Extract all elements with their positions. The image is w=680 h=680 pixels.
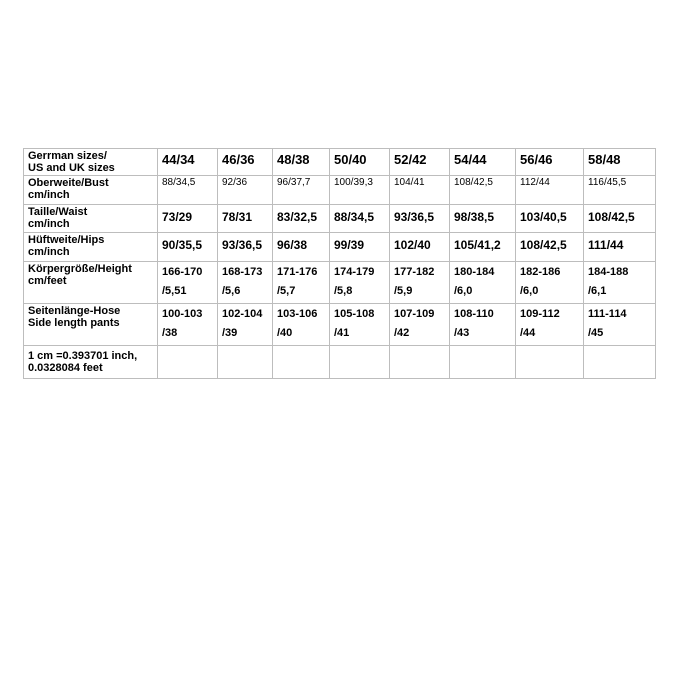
table-cell: 98/38,5 xyxy=(450,205,516,233)
size-column-header: 48/38 xyxy=(273,149,330,176)
table-cell xyxy=(584,262,656,304)
row-label-line: Seitenlänge-Hose xyxy=(28,305,121,317)
table-cell: 116/45,5 xyxy=(584,176,656,205)
cell-line: /42 xyxy=(394,327,410,339)
cell-line: 174-179 xyxy=(334,266,375,278)
empty-cell xyxy=(218,346,273,379)
cell-line: /5,8 xyxy=(334,285,353,297)
table-cell xyxy=(390,262,450,304)
size-column-header: 52/42 xyxy=(390,149,450,176)
size-column-header: 46/36 xyxy=(218,149,273,176)
empty-cell xyxy=(330,346,390,379)
conversion-note xyxy=(24,346,158,379)
table-cell: 112/44 xyxy=(516,176,584,205)
cell-line: 182-186 xyxy=(520,266,561,278)
footer-row xyxy=(24,346,656,379)
cell-line: 100-103 xyxy=(162,308,203,320)
cell-line: 166-170 xyxy=(162,266,203,278)
cell-line: /45 xyxy=(588,327,604,339)
row-label xyxy=(24,233,158,262)
table-cell: 90/35,5 xyxy=(158,233,218,262)
row-label xyxy=(24,205,158,233)
table-cell xyxy=(273,304,330,346)
row-label-line: Gerrman sizes/ xyxy=(28,150,107,162)
cell-line: /6,1 xyxy=(588,285,607,297)
table-cell: 96/37,7 xyxy=(273,176,330,205)
cell-line: /43 xyxy=(454,327,470,339)
size-column-header: 50/40 xyxy=(330,149,390,176)
table-cell xyxy=(158,304,218,346)
cell-line: /44 xyxy=(520,327,536,339)
table-cell: 99/39 xyxy=(330,233,390,262)
empty-cell xyxy=(516,346,584,379)
table-cell xyxy=(390,304,450,346)
row-label-line: cm/inch xyxy=(28,189,70,201)
row-label-line: 1 cm =0.393701 inch, xyxy=(28,350,138,362)
table-cell: 108/42,5 xyxy=(516,233,584,262)
empty-cell xyxy=(158,346,218,379)
table-cell: 104/41 xyxy=(390,176,450,205)
table-row xyxy=(24,304,656,346)
row-label-line: Taille/Waist xyxy=(28,206,88,218)
size-column-header: 58/48 xyxy=(584,149,656,176)
cell-line: 171-176 xyxy=(277,266,318,278)
cell-line: /40 xyxy=(277,327,293,339)
table-cell xyxy=(273,262,330,304)
cell-line: /5,9 xyxy=(394,285,413,297)
cell-line: 168-173 xyxy=(222,266,263,278)
cell-line: 103-106 xyxy=(277,308,318,320)
cell-line: /38 xyxy=(162,327,178,339)
table-cell xyxy=(450,262,516,304)
empty-cell xyxy=(273,346,330,379)
cell-line: 105-108 xyxy=(334,308,375,320)
table-cell: 108/42,5 xyxy=(584,205,656,233)
table-cell xyxy=(584,304,656,346)
table-cell: 105/41,2 xyxy=(450,233,516,262)
row-label xyxy=(24,176,158,205)
row-label-line: 0.0328084 feet xyxy=(28,362,103,374)
table-cell xyxy=(218,262,273,304)
table-cell: 78/31 xyxy=(218,205,273,233)
empty-cell xyxy=(450,346,516,379)
table-cell xyxy=(450,304,516,346)
row-label-line: cm/feet xyxy=(28,275,67,287)
empty-cell xyxy=(390,346,450,379)
cell-line: 111-114 xyxy=(588,308,627,320)
size-chart-table xyxy=(23,148,656,379)
table-cell xyxy=(218,304,273,346)
table-cell: 100/39,3 xyxy=(330,176,390,205)
cell-line: /6,0 xyxy=(454,285,473,297)
cell-line: 102-104 xyxy=(222,308,263,320)
table-cell: 111/44 xyxy=(584,233,656,262)
table-cell: 92/36 xyxy=(218,176,273,205)
table-cell: 83/32,5 xyxy=(273,205,330,233)
cell-line: 180-184 xyxy=(454,266,495,278)
cell-line: 108-110 xyxy=(454,308,494,320)
cell-line: /5,51 xyxy=(162,285,187,297)
cell-line: /5,6 xyxy=(222,285,241,297)
row-label xyxy=(24,262,158,304)
row-label-line: cm/inch xyxy=(28,246,70,258)
row-label-line: Körpergröße/Height xyxy=(28,263,132,275)
row-label-line: Side length pants xyxy=(28,317,120,329)
cell-line: /41 xyxy=(334,327,350,339)
table-cell: 93/36,5 xyxy=(218,233,273,262)
size-column-header: 56/46 xyxy=(516,149,584,176)
cell-line: /5,7 xyxy=(277,285,296,297)
table-cell: 103/40,5 xyxy=(516,205,584,233)
table-cell: 73/29 xyxy=(158,205,218,233)
table-cell: 96/38 xyxy=(273,233,330,262)
cell-line: 177-182 xyxy=(394,266,435,278)
table-cell: 93/36,5 xyxy=(390,205,450,233)
row-label-line: US and UK sizes xyxy=(28,162,115,174)
row-label-line: Oberweite/Bust xyxy=(28,177,109,189)
row-label xyxy=(24,149,158,176)
table-cell: 108/42,5 xyxy=(450,176,516,205)
table-row xyxy=(24,176,656,205)
table-cell xyxy=(158,262,218,304)
table-row xyxy=(24,233,656,262)
cell-line: /39 xyxy=(222,327,238,339)
cell-line: /6,0 xyxy=(520,285,539,297)
row-label-line: Hüftweite/Hips xyxy=(28,234,105,246)
cell-line: 184-188 xyxy=(588,266,629,278)
empty-cell xyxy=(584,346,656,379)
row-label-line: cm/inch xyxy=(28,218,70,230)
cell-line: 107-109 xyxy=(394,308,435,320)
table-cell: 88/34,5 xyxy=(330,205,390,233)
table-row xyxy=(24,262,656,304)
size-column-header: 54/44 xyxy=(450,149,516,176)
table-cell: 102/40 xyxy=(390,233,450,262)
table-cell xyxy=(516,304,584,346)
size-column-header: 44/34 xyxy=(158,149,218,176)
table-row xyxy=(24,205,656,233)
table-cell xyxy=(330,262,390,304)
table-cell xyxy=(516,262,584,304)
header-row xyxy=(24,149,656,176)
table-cell xyxy=(330,304,390,346)
row-label xyxy=(24,304,158,346)
table-cell: 88/34,5 xyxy=(158,176,218,205)
cell-line: 109-112 xyxy=(520,308,560,320)
